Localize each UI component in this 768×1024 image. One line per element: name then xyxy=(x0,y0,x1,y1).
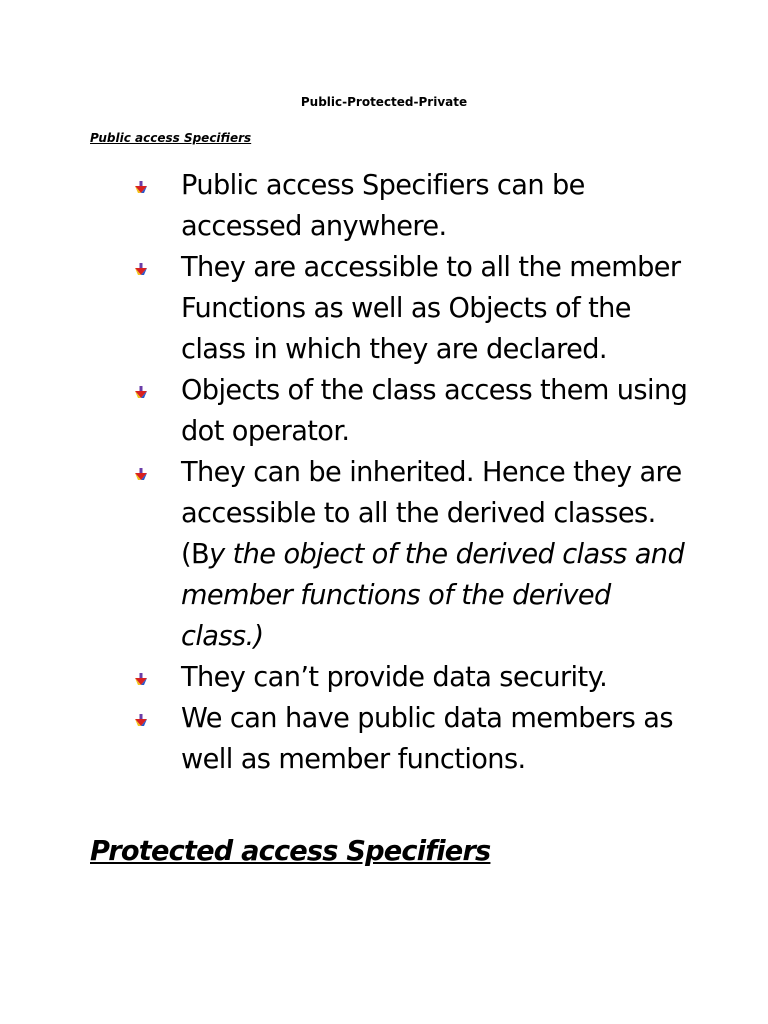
bullet-text: They can’t provide data security. xyxy=(181,662,608,693)
list-item xyxy=(181,247,701,370)
arrow-down-bullet-icon xyxy=(135,181,147,193)
list-item xyxy=(181,165,701,247)
arrow-down-bullet-icon xyxy=(135,468,147,480)
arrow-down-bullet-icon xyxy=(135,386,147,398)
bullet-text: We can have public data members as well as member functions. xyxy=(181,703,673,775)
bullet-text: Public access Specifiers can be accessed anywhere. xyxy=(181,170,585,242)
public-access-subheading: Public access Specifiers xyxy=(90,131,252,145)
list-item xyxy=(181,452,701,657)
protected-access-heading: Protected access Specifiers xyxy=(90,836,491,867)
arrow-down-bullet-icon xyxy=(135,673,147,685)
list-item xyxy=(181,657,701,698)
bullet-text-italic: y the object of the derived class and member functions of the derived class.) xyxy=(181,539,685,652)
arrow-down-bullet-icon xyxy=(135,714,147,726)
arrow-down-bullet-icon xyxy=(135,263,147,275)
bullet-text: Objects of the class access them using dot operator. xyxy=(181,375,688,447)
list-item xyxy=(181,698,701,780)
bullet-text: They are accessible to all the member Functions as well as Objects of the class in which they are declared. xyxy=(181,252,681,365)
document-title: Public-Protected-Private xyxy=(300,95,468,109)
bullet-text: They can be inherited. Hence they are accessible to all the derived classes. (B xyxy=(181,457,682,570)
list-item xyxy=(181,370,701,452)
public-access-bullet-list xyxy=(181,165,701,780)
